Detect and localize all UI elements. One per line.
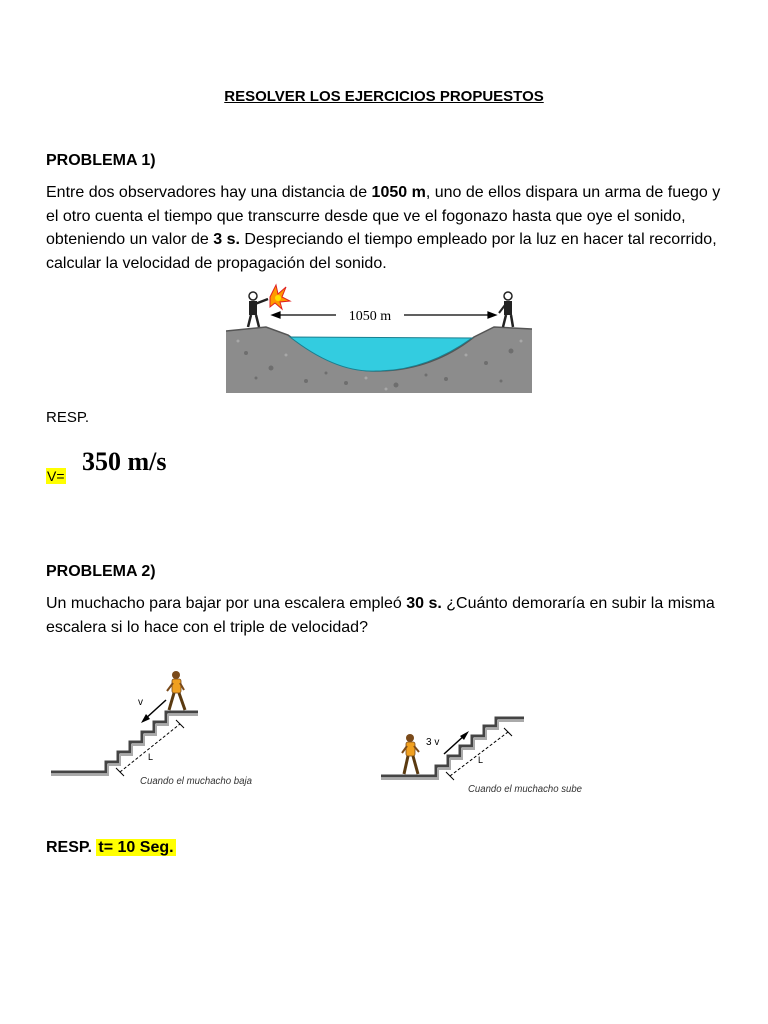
- problem-1-text-part: , uno de ellos dispara un arma de fuego y el otro cuenta el tiempo que transcurre desde que ve el fogonazo hasta que oye el sonido, obteniendo un valor de: [46, 184, 721, 248]
- problem-1-text-part: Entre dos observadores hay una distancia de: [46, 184, 372, 201]
- page-title: RESOLVER LOS EJERCICIOS PROPUESTOS: [224, 88, 544, 105]
- stairs-ascending-figure: [378, 710, 608, 810]
- problem-2-heading: PROBLEMA 2): [46, 563, 156, 580]
- distance-label: 1050 m: [348, 309, 392, 324]
- problem-1-heading: PROBLEMA 1): [46, 152, 156, 169]
- stairs-descending-figure: [48, 664, 278, 794]
- problem-2-resp-label: RESP.: [46, 839, 92, 856]
- problem-2-time: 30 s.: [406, 595, 442, 612]
- problem-2-answer-value: t= 10 Seg.: [98, 839, 174, 856]
- answer-value: 350 m/s: [82, 447, 167, 476]
- gun-flash-icon: [270, 285, 290, 309]
- boy-walking-up-figure: [402, 734, 419, 774]
- problem-2-text-part: Un muchacho para bajar por una escalera empleó: [46, 595, 407, 612]
- problem-1-text-part: Despreciando el tiempo empleado por la luz en hacer tal recorrido, calcular la velocidad de propagación del sonido.: [46, 231, 717, 272]
- velocity-label: 3 v: [426, 737, 440, 748]
- left-observer-figure: [248, 292, 268, 327]
- problem-2-answer: [46, 839, 176, 857]
- velocity-label: v: [138, 697, 143, 708]
- boy-walking-down-figure: [167, 671, 185, 710]
- problem-1-time: 3 s.: [213, 231, 240, 248]
- length-label: L: [148, 752, 154, 762]
- caption-descending: Cuando el muchacho baja: [140, 776, 253, 787]
- caption-ascending: Cuando el muchacho sube: [468, 784, 583, 795]
- problem-1-figure: [226, 283, 532, 393]
- staircase: [51, 712, 198, 772]
- right-observer-figure: [499, 292, 513, 327]
- problem-1-text: [46, 181, 722, 275]
- problem-1-distance: 1050 m: [371, 184, 426, 201]
- problem-2-text: [46, 592, 722, 639]
- problem-1-resp-label: RESP.: [46, 409, 90, 426]
- answer-variable: V=: [47, 468, 65, 484]
- problem-2-text-part: ¿Cuánto demoraría en subir la misma escalera si lo hace con el triple de velocidad?: [46, 595, 715, 636]
- length-label: L: [478, 755, 484, 765]
